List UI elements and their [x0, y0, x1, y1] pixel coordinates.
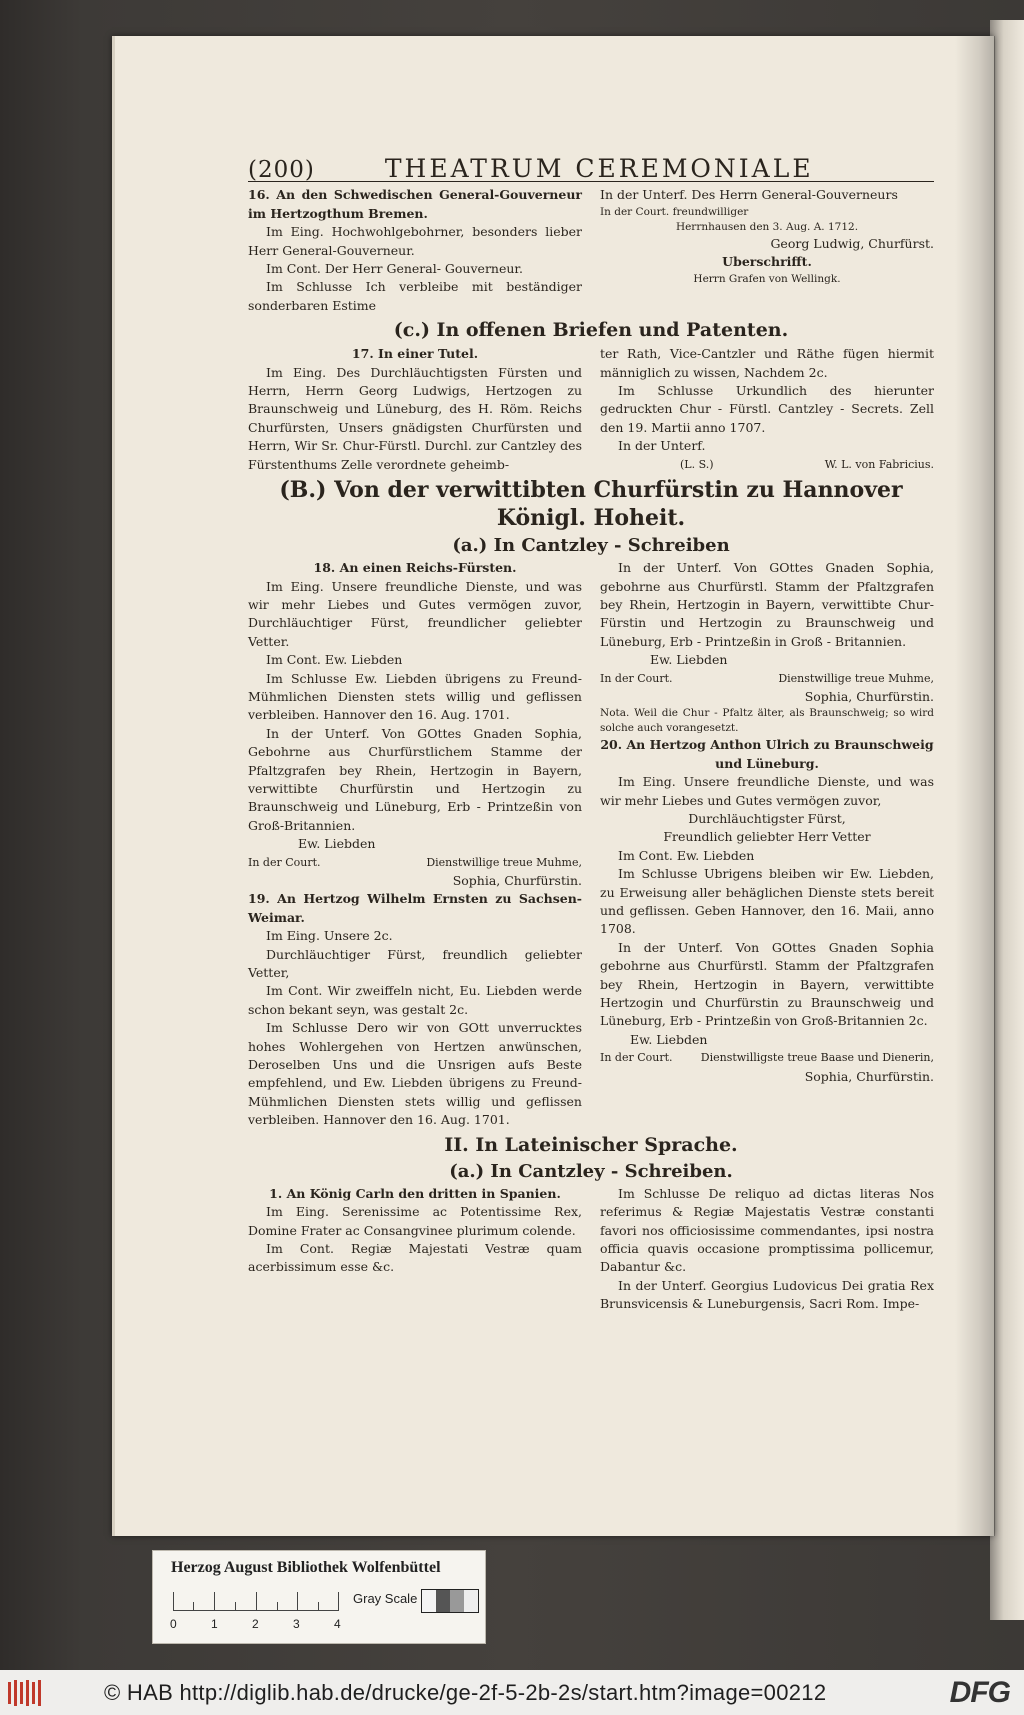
entry-heading: 19. An Hertzog Wilhelm Ernsten zu Sachsen-Weimar.	[248, 891, 582, 925]
text-block: Im Cont. Der Herr General- Gouverneur.	[266, 261, 523, 277]
entry-heading: 18. An einen Reichs-Fürsten.	[313, 560, 517, 576]
text-block: In der Unterf. Von GOttes Gnaden Sophia gebohrne aus Churfürstl. Stamm der Pfaltzgrafen bey Rhein, Hertzogin in Bayern, verwittibte Hertzogin und Churfürstin zu Braunschweig und Lüneburg, Erb - Printzeßin von Groß-Britannien 2c.	[600, 939, 934, 1029]
entry-heading: 16. An den Schwedischen General-Gouverneur im Hertzogthum Bremen.	[248, 187, 582, 221]
ruler-tick	[193, 1602, 194, 1610]
ruler-number: 3	[293, 1617, 300, 1631]
court-formula: Dienstwillige treue Muhme,	[778, 671, 934, 685]
superscription-heading: Uberschrifft.	[722, 254, 812, 270]
court-label: In der Court.	[248, 855, 321, 869]
ruler-tick	[318, 1602, 319, 1610]
court-row	[600, 1049, 934, 1067]
text-block: Im Schlusse Ubrigens bleiben wir Ew. Liebden, zu Erweisung aller behäglichen Dienste stets bereit und geflissen. Geben Hannover, den 16. Maii, anno 1708.	[600, 866, 934, 937]
signature: Sophia, Churfürstin.	[804, 1068, 934, 1084]
ruler-tick	[173, 1592, 174, 1610]
text-block: Freundlich geliebter Herr Vetter	[663, 829, 871, 845]
text-block: Im Schlusse Ich verbleibe mit beständiger sonderbaren Estime	[248, 279, 582, 313]
section-b-right	[600, 559, 934, 1130]
ruler	[173, 1593, 339, 1611]
top-section	[248, 186, 934, 315]
text-block: Im Schlusse Urkundlich des hierunter gedruckten Chur - Fürstl. Cantzley - Secrets. Zell den 19. Martii anno 1707.	[600, 383, 934, 435]
nota-text: Nota. Weil die Chur - Pfaltz älter, als Braunschweig; so wird solche auch vorangesetzt.	[600, 707, 934, 735]
section-ii	[248, 1185, 934, 1314]
court-label: In der Court.	[600, 1051, 673, 1065]
library-scale-label	[152, 1550, 486, 1644]
dfg-logo: DFG	[949, 1675, 1010, 1709]
text-block: Im Schlusse Ew. Liebden übrigens zu Freund-Mühmlichen Diensten stets willig und geflissen verbleiben. Hannover den 16. Aug. 1701.	[248, 670, 582, 723]
section-heading: (B.) Von der verwittibten Churfürstin zu Hannover Königl. Hoheit.	[279, 477, 903, 532]
text-block: Im Schlusse De reliquo ad dictas literas Nos referimus & Regiæ Majestatis Vestræ constanti favori nos officiosissime commendantes, ipsi nostra officia quavis occasione promptissima pollicemur, Dabantur &c.	[600, 1185, 934, 1275]
entry-heading: 17. In einer Tutel.	[351, 346, 479, 362]
text-block: In der Unterf.	[618, 438, 706, 454]
gray-step	[464, 1590, 478, 1612]
section-b	[248, 559, 934, 1130]
text-block: ter Rath, Vice-Cantzler und Räthe fügen hiermit männiglich zu wissen, Nachdem 2c.	[600, 346, 934, 380]
date-line: Herrnhausen den 3. Aug. A. 1712.	[675, 220, 859, 233]
entry-heading: 20. An Hertzog Anthon Ulrich zu Braunschweig und Lüneburg.	[600, 737, 934, 771]
entry-heading: 1. An König Carln den dritten in Spanien.	[269, 1185, 561, 1201]
text-block: Im Eing. Unsere freundliche Dienste, und was wir mehr Liebes und Gutes vermögen zuvor, Durchläuchtiger Fürst, freundlicher geliebter Vetter.	[248, 578, 582, 649]
text-block: In der Unterf. Von GOttes Gnaden Sophia, Gebohrne aus Churfürstlichem Stamme der Pfaltzgrafen bey Rhein, Hertzogin in Bayern, verwittibte Churfürstin und Hertzogin zu Braunschweig und Lüneburg, Erb - Printzeßin von Groß-Britannien.	[248, 725, 582, 833]
next-page-edge	[990, 20, 1024, 1620]
text-block: Ew. Liebden	[630, 1031, 708, 1047]
court-row	[600, 670, 934, 688]
court-row	[248, 854, 582, 872]
text-block: Im Cont. Ew. Liebden	[266, 652, 403, 668]
seal-mark: (L. S.)	[680, 457, 714, 471]
text-block: In der Unterf. Des Herrn General-Gouverneurs	[600, 187, 898, 203]
page-header	[248, 154, 934, 183]
ruler-tick	[338, 1592, 339, 1610]
text-block: Im Schlusse Dero wir von GOtt unverrucktes hohes Wohlergehen von Hertzen anwünschen, Deroselben Uns und die Unsrigen aufs Beste empfehlend, und Ew. Liebden übrigens zu Freund-Mühmlichen Diensten stets willig und geflissen verbleiben. Hannover den 16. Aug. 1701.	[248, 1020, 582, 1128]
signature: W. L. von Fabricius.	[824, 457, 934, 471]
text-block: Im Cont. Ew. Liebden	[618, 847, 755, 863]
page-number: (200)	[248, 157, 315, 183]
section-b-left	[248, 559, 582, 1130]
court-label: In der Court.	[600, 671, 673, 685]
gray-step	[450, 1590, 464, 1612]
gray-step	[436, 1590, 450, 1612]
top-right-column	[600, 186, 934, 315]
library-name: Herzog August Bibliothek Wolfenbüttel	[171, 1559, 441, 1576]
section-c-left	[248, 345, 582, 474]
section-c-right	[600, 345, 934, 474]
text-block: Ew. Liebden	[650, 652, 728, 668]
ruler-tick	[214, 1592, 215, 1610]
ruler-number: 0	[170, 1617, 177, 1631]
ruler-tick	[277, 1602, 278, 1610]
ruler-number: 1	[211, 1617, 218, 1631]
section-heading: II. In Lateinischer Sprache.	[444, 1133, 738, 1156]
ruler-number: 4	[334, 1617, 341, 1631]
text-block: Durchläuchtiger Fürst, freundlich geliebter Vetter,	[248, 946, 582, 981]
text-block: Im Eing. Des Durchläuchtigsten Fürsten und Herrn, Herrn Georg Ludwigs, Hertzogen zu Braunschweig und Lüneburg, des H. Röm. Reichs Churfürsten, Unsers gnädigsten Churfürsten und Herrn, Wir Sr. Chur-Fürstl. Durchl. zur Cantzley des Fürstenthums Zelle verordnete geheimb-	[248, 364, 582, 472]
ruler-tick	[297, 1592, 298, 1610]
text-block: Im Eing. Unsere freundliche Dienste, und was wir mehr Liebes und Gutes vermögen zuvor,	[600, 774, 934, 808]
gray-step	[422, 1590, 436, 1612]
gray-scale-swatch	[421, 1589, 479, 1613]
subsection-heading: (a.) In Cantzley - Schreiben.	[449, 1160, 733, 1182]
page-fold-shadow	[955, 36, 995, 1536]
section-ii-left	[248, 1185, 582, 1314]
text-block: Im Cont. Regiæ Majestati Vestræ quam acerbissimum esse &c.	[248, 1240, 582, 1275]
gray-scale-label: Gray Scale	[353, 1591, 418, 1606]
text-block: Im Eing. Serenissime ac Potentissime Rex, Domine Frater ac Consangvinee plurimum colende.	[248, 1204, 582, 1238]
text-block: In der Unterf. Georgius Ludovicus Dei gratia Rex Brunsvicensis & Luneburgensis, Sacri Rom. Impe-	[600, 1277, 934, 1312]
subsection-heading: (a.) In Cantzley - Schreiben	[452, 535, 730, 557]
text-block: Durchläuchtigster Fürst,	[688, 810, 846, 826]
text-block: In der Unterf. Von GOttes Gnaden Sophia, gebohrne aus Churfürstl. Stamm der Pfaltzgrafen bey Rhein, Hertzogin in Bayern, verwittibte Chur-Fürstin und Hertzogin zu Braunschweig und Lüneburg, Erb - Printzeßin in Groß - Britannien.	[600, 560, 934, 649]
superscription: Herrn Grafen von Wellingk.	[693, 272, 841, 285]
text-block: Im Cont. Wir zweiffeln nicht, Eu. Liebden werde schon bekant seyn, was gestalt 2c.	[248, 983, 582, 1017]
page-content	[248, 154, 934, 1314]
signature: Georg Ludwig, Churfürst.	[770, 235, 934, 251]
signature: Sophia, Churfürstin.	[804, 688, 934, 704]
section-ii-right	[600, 1185, 934, 1314]
court-formula: Dienstwilligste treue Baase und Dienerin,	[700, 1051, 934, 1065]
ruler-tick	[256, 1592, 257, 1610]
viewer-footer	[0, 1670, 1024, 1715]
seal-signature-row	[600, 456, 934, 474]
court-line: In der Court. freundwilliger	[600, 205, 749, 218]
court-formula: Dienstwillige treue Muhme,	[426, 855, 582, 869]
signature: Sophia, Churfürstin.	[452, 873, 582, 888]
top-left-column	[248, 186, 582, 315]
hab-logo-icon	[6, 1678, 46, 1708]
text-block: Im Eing. Unsere 2c.	[266, 928, 393, 944]
ruler-tick	[235, 1602, 236, 1610]
section-heading: (c.) In offenen Briefen und Patenten.	[393, 319, 789, 342]
text-block: Ew. Liebden	[298, 836, 376, 852]
ruler-number: 2	[252, 1617, 259, 1631]
section-c	[248, 345, 934, 474]
text-block: Im Eing. Hochwohlgebohrner, besonders lieber Herr General-Gouverneur.	[248, 224, 582, 258]
copyright-url[interactable]: © HAB http://diglib.hab.de/drucke/ge-2f-5-2b-2s/start.htm?image=00212	[104, 1679, 827, 1705]
running-title: THEATRUM CEREMONIALE	[384, 154, 814, 183]
